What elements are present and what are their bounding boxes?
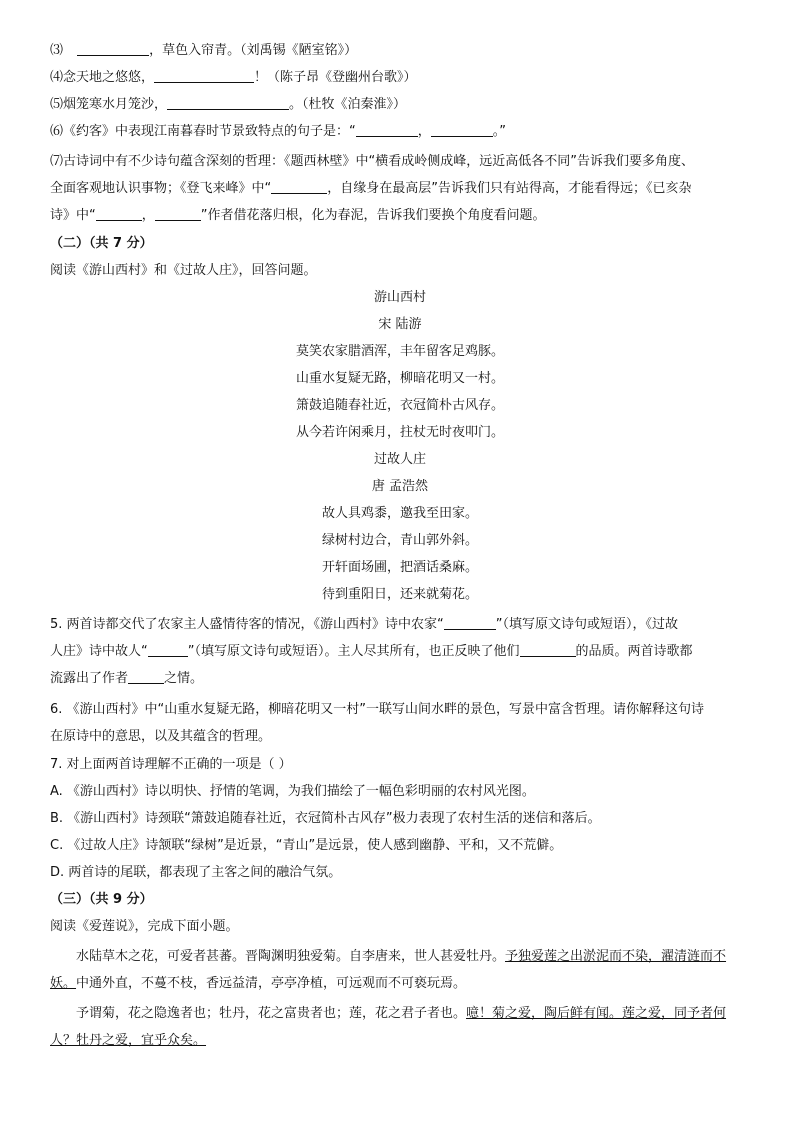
question-7-paragraph — [50, 148, 750, 229]
p2-text: 予谓菊，花之隐逸者也；牡丹，花之富贵者也；莲，花之君子者也。 — [76, 1006, 467, 1021]
q5-line-3 — [50, 665, 750, 692]
q7-stem: 7. 对上面两首诗理解不正确的一项是（ ） — [50, 757, 292, 772]
poem-2-title: 过故人庄 — [373, 452, 426, 467]
poem-line: 开轩面场圃，把酒话桑麻。 — [321, 560, 478, 575]
q7-text-2b: ，自缘身在最高层”告诉我们只有站得高，才能看得远；《已亥杂 — [327, 181, 692, 196]
poem-line: 山重水复疑无路，柳暗花明又一村。 — [295, 371, 504, 386]
answer-blank[interactable] — [444, 615, 496, 630]
question-3-line — [50, 40, 750, 62]
q7-line-3 — [50, 202, 750, 229]
item-text-pre: 念天地之悠悠， — [63, 70, 155, 85]
section-3-intro: 阅读《爱莲说》，完成下面小题。 — [50, 919, 239, 934]
q7-text-3b: ， — [141, 208, 155, 223]
item-number: ⑺ — [50, 154, 64, 169]
p2-underlined: 噫！菊之爱，陶后鲜有闻。莲之爱，同予者何人？牡丹之爱，宜乎众矣。 — [50, 1006, 727, 1048]
p1-text: 水陆草木之花，可爱者甚蕃。晋陶渊明独爱菊。自李唐来，世人甚爱牡丹。 — [76, 949, 506, 964]
q5-text-f: 流露出了作者 — [50, 671, 129, 686]
q5-text-e: 的品质。两首诗歌都 — [575, 644, 693, 659]
answer-blank[interactable] — [271, 179, 327, 194]
answer-blank[interactable] — [356, 122, 418, 137]
p1-underlined: 予独爱莲之出淤泥而不染，濯清涟而不妖。 — [50, 949, 727, 991]
q7-line-2 — [50, 175, 750, 202]
item-number: ⑶ — [50, 43, 64, 58]
item-number: ⑸ — [50, 97, 64, 112]
poem-line: 故人具鸡黍，邀我至田家。 — [321, 506, 478, 521]
answer-blank[interactable] — [77, 41, 149, 56]
section-3-heading: （三）（共 9 分） — [50, 892, 153, 907]
document-page — [50, 40, 750, 1054]
item-text-post: 。（杜牧《泊秦淮》） — [289, 97, 407, 112]
q7-text-1: 古诗词中有不少诗句蕴含深刻的哲理：《题西林壁》中“横看成岭侧成峰，远近高低各不同”告诉我们要多角度、 — [63, 154, 694, 169]
q7-text-3a: 诗》中“ — [50, 208, 96, 223]
ailian-paragraph-1 — [50, 943, 750, 997]
q5-text-b: ”（填写原文诗句或短语），《过故 — [495, 617, 679, 632]
p1-rest: 中通外直，不蔓不枝，香远益清，亭亭净植，可远观而不可亵玩焉。 — [76, 976, 467, 991]
q6-line-2: 在原诗中的意思，以及其蕴含的哲理。 — [50, 729, 272, 744]
section-2-heading: （二）（共 7 分） — [50, 236, 153, 251]
answer-blank[interactable] — [167, 95, 289, 110]
question-4-line — [50, 67, 750, 89]
q5-line-1 — [50, 611, 750, 638]
item-text-pre: 《约客》中表现江南暮春时节景致特点的句子是：“ — [63, 124, 356, 139]
q7-text-3c: ”作者借花落归根，化为春泥，告诉我们要换个角度看问题。 — [200, 208, 546, 223]
item-text-pre: 烟笼寒水月笼沙， — [63, 97, 168, 112]
option-b[interactable]: B. 《游山西村》诗颈联“箫鼓追随春社近，衣冠简朴古风存”极力表现了农村生活的迷信和落后。 — [50, 811, 601, 826]
question-6-line — [50, 121, 750, 143]
option-c[interactable]: C. 《过故人庄》诗颔联“绿树”是近景，“青山”是远景，使人感到幽静、平和，又不荒僻。 — [50, 838, 563, 853]
q7-text-2a: 全面客观地认识事物；《登飞来峰》中“ — [50, 181, 272, 196]
answer-blank[interactable] — [431, 122, 493, 137]
poem-2-author: 唐 孟浩然 — [371, 479, 429, 494]
q5-text-a: 5. 两首诗都交代了农家主人盛情待客的情况，《游山西村》诗中农家“ — [50, 617, 444, 632]
poem-line: 绿树村边合，青山郭外斜。 — [321, 533, 478, 548]
poem-line: 莫笑农家腊酒浑，丰年留客足鸡豚。 — [295, 344, 504, 359]
q7-line-1 — [50, 148, 750, 175]
item-text-post: ！（陈子昂《登幽州台歌》） — [254, 70, 417, 85]
q5-text-g: 之情。 — [164, 671, 204, 686]
option-a[interactable]: A. 《游山西村》诗以明快、抒情的笔调，为我们描绘了一幅色彩明丽的农村风光图。 — [50, 784, 535, 799]
poem-line: 待到重阳日，还来就菊花。 — [321, 587, 478, 602]
poem-1-title: 游山西村 — [373, 290, 426, 305]
poem-line: 从今若许闲乘月，拄杖无时夜叩门。 — [295, 425, 504, 440]
question-5-block — [50, 611, 750, 692]
item-number: ⑷ — [50, 70, 64, 85]
item-text-post: 。” — [492, 124, 507, 139]
item-number: ⑹ — [50, 124, 64, 139]
item-text: ，草色入帘青。（刘禹锡《陋室铭》） — [149, 43, 358, 58]
q5-text-d: ”（填写原文诗句或短语）。主人尽其所有，也正反映了他们 — [187, 644, 520, 659]
answer-blank[interactable] — [96, 206, 142, 221]
item-text-mid: ， — [417, 124, 431, 139]
answer-blank[interactable] — [520, 642, 576, 657]
answer-blank[interactable] — [128, 669, 164, 684]
answer-blank[interactable] — [148, 642, 188, 657]
q5-text-c: 人庄》诗中故人“ — [50, 644, 148, 659]
ailian-paragraph-2 — [50, 1000, 750, 1054]
q5-line-2 — [50, 638, 750, 665]
poem-1-author: 宋 陆游 — [378, 317, 422, 332]
section-2-intro: 阅读《游山西村》和《过故人庄》，回答问题。 — [50, 263, 317, 278]
answer-blank[interactable] — [154, 68, 254, 83]
option-d[interactable]: D. 两首诗的尾联，都表现了主客之间的融洽气氛。 — [50, 865, 342, 880]
answer-blank[interactable] — [155, 206, 201, 221]
q6-line-1: 6. 《游山西村》中“山重水复疑无路，柳暗花明又一村”一联写山间水畔的景色，写景中富含哲理。请你解释这句诗 — [50, 702, 705, 717]
question-5-line — [50, 94, 750, 116]
poem-line: 箫鼓追随春社近，衣冠简朴古风存。 — [295, 398, 504, 413]
